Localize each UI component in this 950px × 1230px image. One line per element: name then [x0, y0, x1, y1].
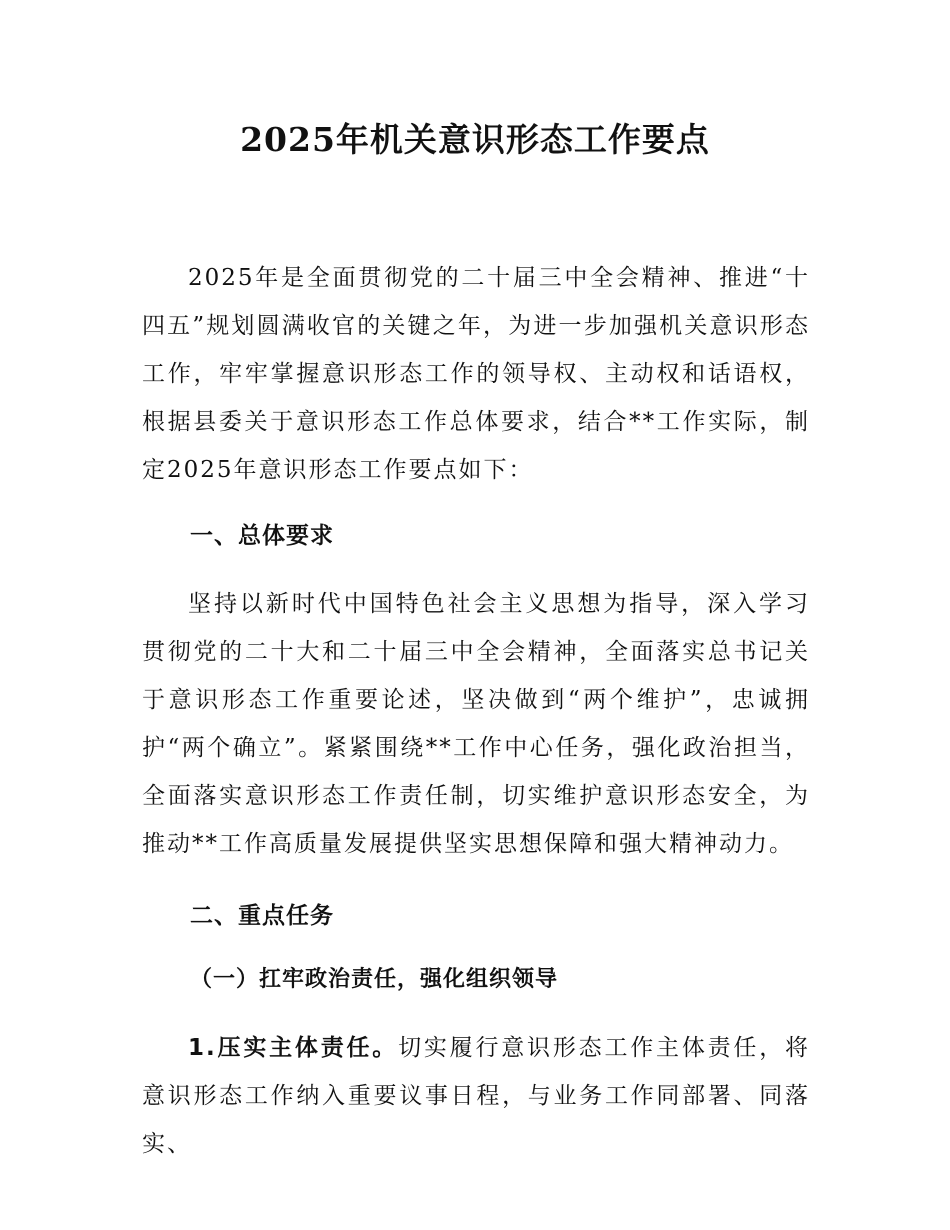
section-heading-general-requirements: 一、总体要求	[190, 523, 334, 549]
document-title: 2025年机关意识形态工作要点	[240, 120, 710, 159]
subsection-heading-political-responsibility: （一）扛牢政治责任，强化组织领导	[190, 967, 559, 992]
section-heading-key-tasks: 二、重点任务	[190, 903, 334, 929]
intro-paragraph: 2025年是全面贯彻党的二十届三中全会精神、推进“十四五”规划圆满收官的关键之年，为进一步加强机关意识形态工作，牢牢掌握意识形态工作的领导权、主动权和话语权，根据县委关于意识形态工作总体要求，结合**工作实际，制定2025年意识形态工作要点如下：	[142, 265, 810, 483]
item-1-lead: 1.压实主体责任。	[188, 1035, 399, 1061]
item-1-paragraph	[142, 1024, 810, 1168]
item-1-body: 切实履行意识形态工作主体责任，将意识形态工作纳入重要议事日程，与业务工作同部署、同落实、	[142, 1035, 810, 1157]
general-requirements-paragraph: 坚持以新时代中国特色社会主义思想为指导，深入学习贯彻党的二十大和二十届三中全会精神，全面落实总书记关于意识形态工作重要论述，坚决做到“两个维护”，忠诚拥护“两个确立”。紧紧围绕**工作中心任务，强化政治担当，全面落实意识形态工作责任制，切实维护意识形态安全，为推动**工作高质量发展提供坚实思想保障和强大精神动力。	[142, 591, 810, 857]
